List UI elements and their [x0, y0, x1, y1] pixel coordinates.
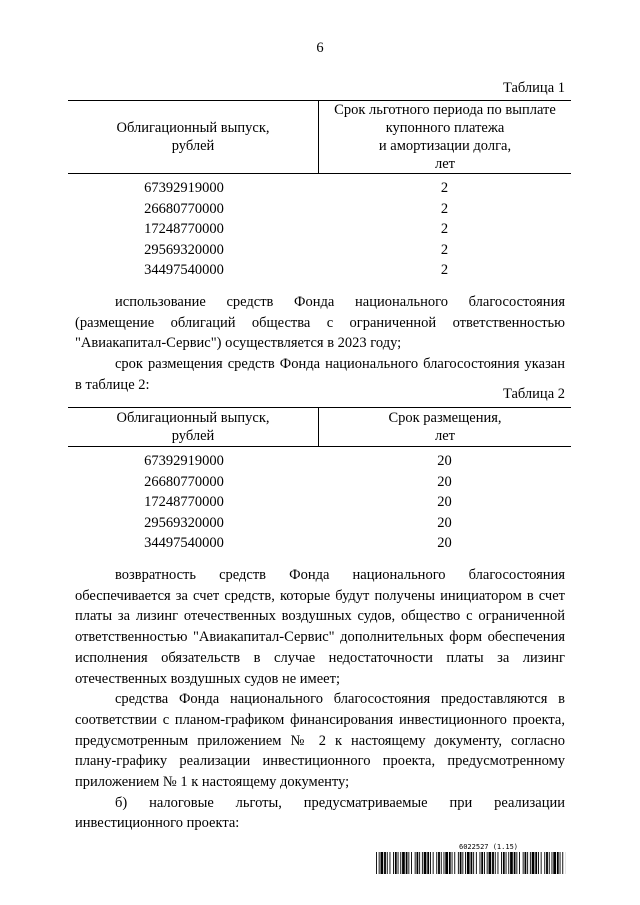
barcode-bar — [387, 852, 388, 874]
barcode-bar — [523, 852, 524, 874]
barcode-bar — [530, 852, 531, 874]
barcode-bar — [501, 852, 502, 874]
barcode-bar — [406, 852, 408, 874]
barcode-bar — [471, 852, 473, 874]
barcode-bar — [376, 852, 377, 874]
barcode-bar — [452, 852, 453, 874]
page-number: 6 — [316, 40, 324, 56]
barcode-bar — [445, 852, 448, 874]
barcode-bar — [398, 852, 399, 874]
barcode-bar — [454, 852, 455, 874]
barcode-bar — [427, 852, 429, 874]
barcode-bar — [549, 852, 550, 874]
barcode-bar — [508, 852, 509, 874]
barcode-bar — [546, 852, 548, 874]
barcode-bar — [489, 852, 492, 874]
table-1-header-col1: Облигационный выпуск, рублей — [116, 120, 270, 154]
table-row: 17248770000 2 — [144, 221, 449, 237]
barcode-bar — [495, 852, 496, 874]
barcode-bar — [519, 852, 520, 874]
table-2-header — [68, 408, 571, 447]
barcode-bar — [402, 852, 405, 874]
barcode-bar — [430, 852, 431, 874]
table-row: 29569320000 2 — [144, 241, 449, 258]
barcode-bar — [458, 852, 459, 874]
barcode-bar — [384, 852, 386, 874]
barcode-bar — [433, 852, 434, 874]
table-2-header-col1: Облигационный выпуск, рублей — [116, 410, 270, 444]
paragraph: использование средств Фонда национального благосостояния (размещение облигаций общества с ограниченной ответственностью "Авиакапитал-Сервис") осуществляется в 2023 году; — [75, 294, 565, 352]
barcode-image — [376, 852, 566, 874]
barcode-bar — [381, 852, 384, 874]
barcode-bar — [393, 852, 394, 874]
barcode-bar — [395, 852, 397, 874]
barcode-bar — [449, 852, 451, 874]
barcode-bar — [417, 852, 419, 874]
table-row: 17248770000 20 — [144, 494, 452, 510]
barcode-bar — [541, 852, 542, 874]
barcode-bar — [419, 852, 420, 874]
barcode-bar — [562, 852, 563, 874]
paragraph: возвратность средств Фонда национального благосостояния обеспечивается за счет средств, которые будут получены инициатором в счет платы за лизинг отечественных воздушных судов, общество с ограниченной ответственностью "Авиакапитал-Сервис" дополнительных форм обеспечения исполнения обязательств в случае недостаточности платы за лизинг отечественных воздушных судов не имеет; — [75, 567, 565, 687]
document-code: 6022527 (1.15) — [459, 843, 519, 851]
table-2-body — [68, 447, 571, 554]
barcode-bar — [552, 852, 553, 874]
paragraph: б) налоговые льготы, предусматриваемые при реализации инвестиционного проекта: — [75, 794, 565, 832]
table-2-caption: Таблица 2 — [502, 386, 565, 402]
barcode-bar — [441, 852, 442, 874]
barcode-bar — [484, 852, 485, 874]
barcode-bar — [498, 852, 499, 874]
barcode-bar — [480, 852, 481, 874]
table-row: 26680770000 20 — [144, 473, 452, 490]
barcode-bar — [473, 852, 474, 874]
body-text-b — [75, 565, 565, 834]
barcode-bar — [487, 852, 488, 874]
barcode-bar — [553, 852, 556, 874]
barcode-bar — [557, 852, 559, 874]
barcode-bar — [400, 852, 401, 874]
barcode-bar — [436, 852, 437, 874]
table-1-header-col2: Срок льготного периода по выплате купонного платежа и амортизации долга, лет — [318, 101, 571, 173]
barcode-bar — [444, 852, 445, 874]
barcode-bar — [503, 852, 505, 874]
table-2 — [68, 407, 571, 554]
barcode-bar — [408, 852, 409, 874]
barcode-bar — [527, 852, 528, 874]
table-row: 29569320000 20 — [144, 514, 452, 531]
table-row: 67392919000 2 — [144, 180, 449, 196]
barcode-bar — [544, 852, 545, 874]
barcode-bar — [481, 852, 483, 874]
table-1-header — [68, 101, 571, 174]
barcode-bar — [467, 852, 470, 874]
table-row: 67392919000 20 — [144, 453, 452, 469]
barcode-bar — [379, 852, 380, 874]
table-2-header-col2: Срок размещения, лет — [318, 408, 571, 446]
barcode-bar — [424, 852, 427, 874]
barcode-bar — [422, 852, 423, 874]
paragraph: средства Фонда национального благосостояния предоставляются в соответствии с планом-графиком финансирования инвестиционного проекта, предусмотренным приложением № 2 к настоящему документу, согласно плану-графику реализации инвестиционного проекта, предусмотренному приложением № 1 к настоящему документу; — [75, 691, 565, 791]
barcode-bar — [525, 852, 527, 874]
barcode-bar — [460, 852, 462, 874]
barcode-bar — [476, 852, 477, 874]
barcode-bar — [462, 852, 463, 874]
barcode-bar — [516, 852, 517, 874]
table-1-body — [68, 174, 571, 281]
table-1-caption: Таблица 1 — [502, 80, 565, 96]
barcode-bar — [535, 852, 537, 874]
barcode-bar — [514, 852, 516, 874]
table-1 — [68, 100, 571, 281]
barcode-bar — [411, 852, 412, 874]
table-row: 34497540000 2 — [144, 262, 449, 278]
barcode-bar — [560, 852, 561, 874]
barcode-bar — [492, 852, 494, 874]
barcode-bar — [465, 852, 466, 874]
table-row: 26680770000 2 — [144, 200, 449, 217]
paragraph: срок размещения средств Фонда национального благосостояния указан в таблице 2: — [75, 356, 565, 393]
barcode-bar — [438, 852, 440, 874]
barcode-bar — [506, 852, 507, 874]
barcode-bar — [532, 852, 535, 874]
body-text-a — [75, 292, 565, 396]
barcode-bar — [538, 852, 539, 874]
barcode-bar — [415, 852, 416, 874]
table-row: 34497540000 20 — [144, 535, 452, 551]
barcode-bar — [390, 852, 391, 874]
barcode-bar — [510, 852, 513, 874]
